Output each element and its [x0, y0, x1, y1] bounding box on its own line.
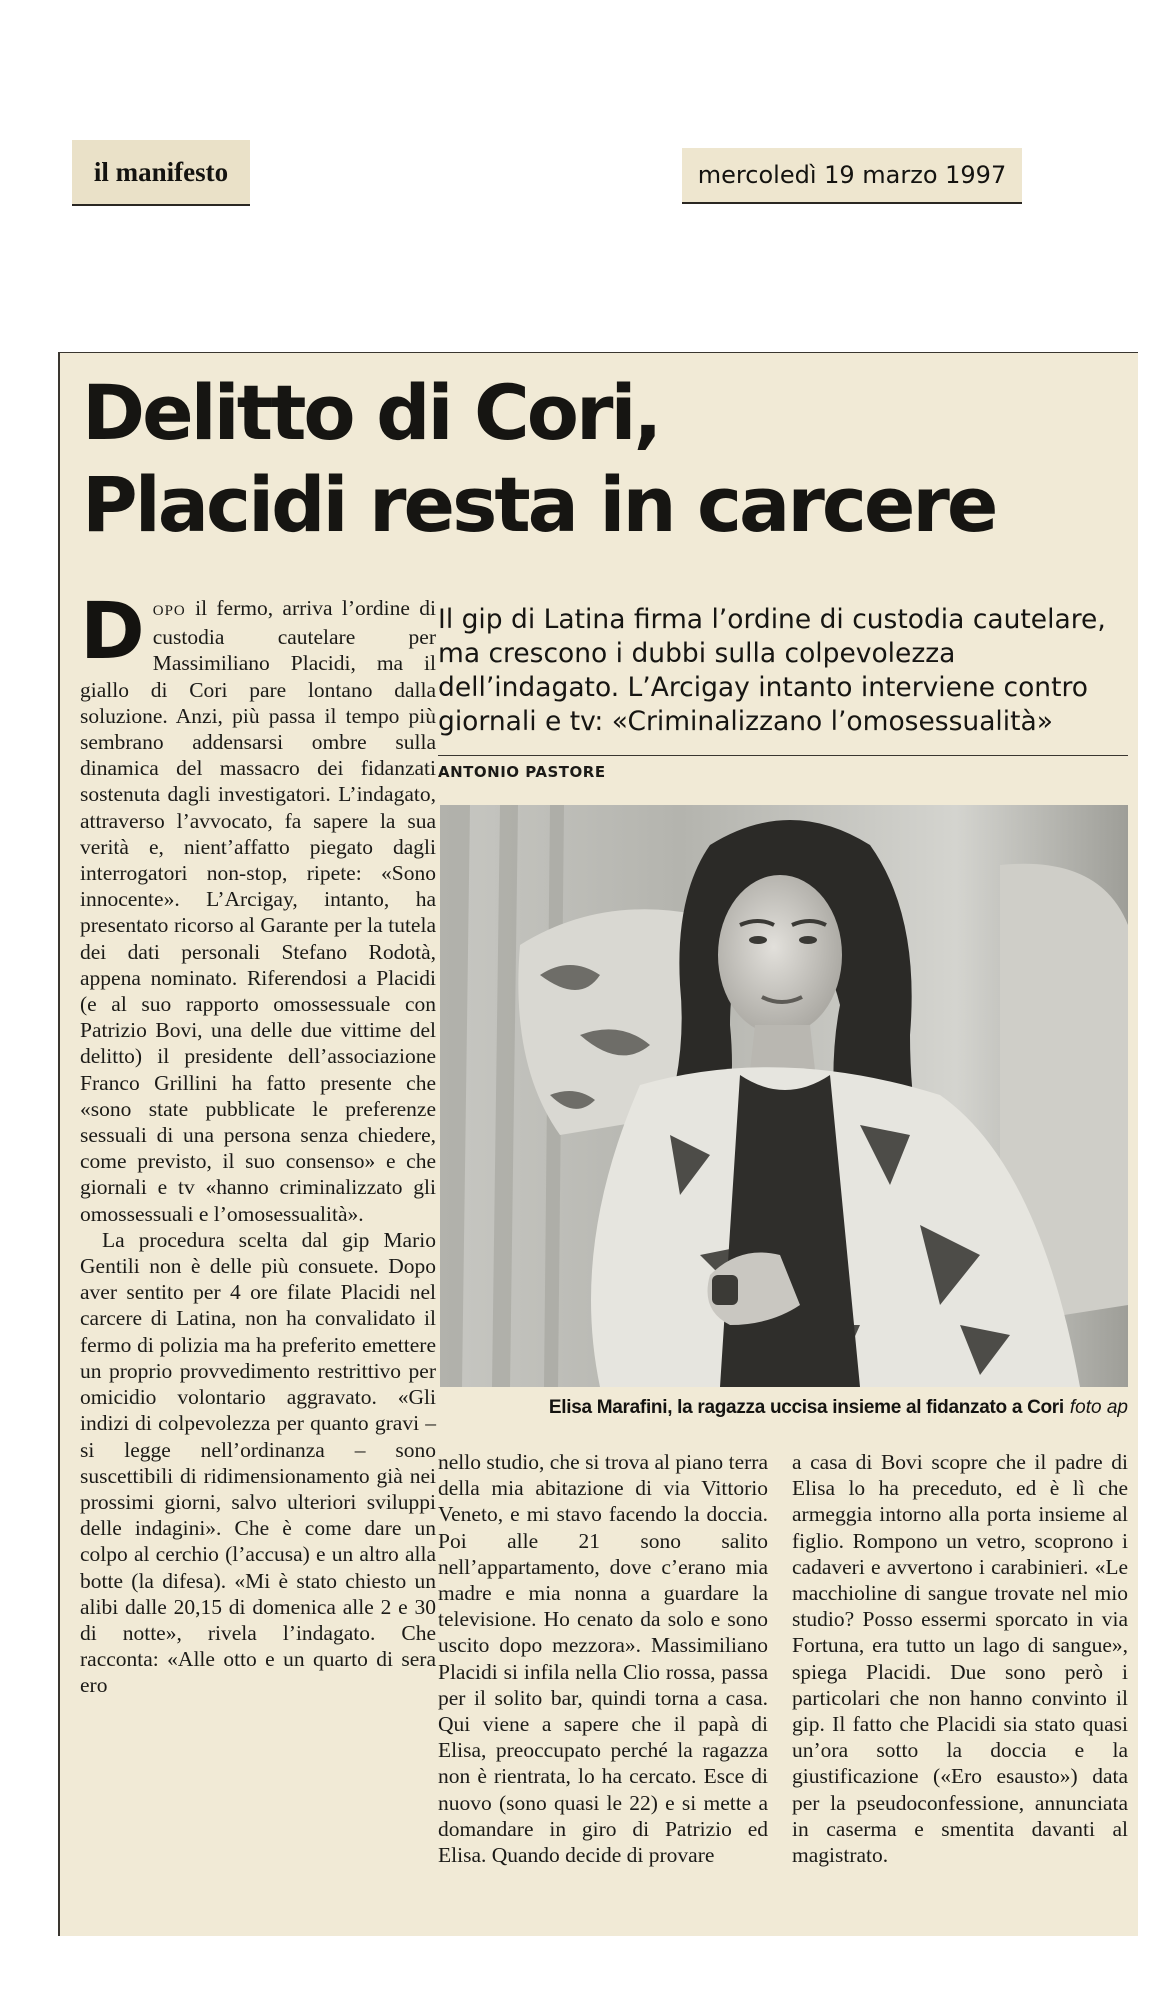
neck	[750, 1025, 815, 1070]
byline-rule	[438, 755, 1128, 756]
lead-smallcaps: OPO	[152, 603, 186, 619]
photo-caption	[438, 1397, 1128, 1419]
eye-left	[749, 936, 767, 944]
subheadline: Il gip di Latina firma l’ordine di custodia cautelare, ma crescono i dubbi sulla colpevolezza dell’indagato. L’Arcigay intanto interviene contro giornali e tv: «Criminalizzano l’omosessualità»	[438, 604, 1106, 737]
article-column-3	[792, 1449, 1128, 1868]
headline	[82, 367, 1082, 551]
wristwatch	[712, 1275, 738, 1305]
article-column-2	[438, 1449, 768, 1868]
column-2-text: nello studio, che si trova al piano terra della mia abitazione di via Vittorio Veneto, e mi stavo facendo la doccia. Poi alle 21 sono salito nell’appartamento, dove c’erano mia madre e mia nonna a guardare la televisione. Ho cenato da solo e sono uscito dopo mezzora». Massimiliano Placidi si infila nella Clio rossa, passa per il solito bar, quindi torna a casa. Qui viene a sapere che il papà di Elisa, preoccupato perché la ragazza non è rientrata, lo ha cercato. Esce di nuovo (sono quasi le 22) e si mette a domandare in giro di Patrizio ed Elisa. Quando decide di provare	[438, 1450, 768, 1868]
headline-line-1: Delitto di Cori,	[82, 368, 660, 457]
headline-line-2: Placidi resta in carcere	[82, 460, 996, 549]
face	[718, 875, 842, 1035]
drop-cap: D	[80, 587, 145, 677]
article-paragraph-1	[80, 587, 436, 1227]
photo-credit: foto ap	[1069, 1397, 1128, 1418]
portrait-photo-illustration	[440, 805, 1128, 1387]
article-clipping	[58, 352, 1138, 1936]
article-photo	[440, 805, 1128, 1387]
publication-date	[682, 148, 1022, 204]
caption-text: Elisa Marafini, la ragazza uccisa insieme al fidanzato a Cori	[548, 1397, 1064, 1418]
masthead-text: il manifesto	[93, 156, 229, 187]
newspaper-masthead	[72, 140, 250, 206]
article-paragraph-2: La procedura scelta dal gip Mario Gentili non è delle più consuete. Dopo aver sentito per 4 ore filate Placidi nel carcere di Latina, non ha convalidato il fermo di polizia ma ha preferito emettere un proprio provvedimento restrittivo per omicidio volontario aggravato. «Gli indizi di colpevolezza per quanto gravi – si legge nell’ordinanza – sono suscettibili di ridimensionamento già nei prossimi giorni, salvo ulteriori sviluppi delle indagini». Che è come dare un colpo al cerchio (l’accusa) e un altro alla botte (la difesa). «Mi è stato chiesto un alibi dalle 20,15 di domenica alle 2 e 30 di notte», rivela l’indagato. Che racconta: «Alle otto e un quarto di sera ero	[80, 1227, 436, 1698]
byline: ANTONIO PASTORE	[438, 763, 606, 781]
article-column-1	[80, 587, 436, 1699]
date-text: mercoledì 19 marzo 1997	[697, 161, 1007, 189]
eye-right	[799, 936, 817, 944]
paragraph-1-text: il fermo, arriva l’ordine di custodia cautelare per Massimiliano Placidi, ma il giallo di Cori pare lontano dalla soluzione. Anzi, più passa il tempo più sembrano addensarsi ombre sulla dinamica del massacro dei fidanzati sostenuta dagli investigatori. L’indagato, attraverso l’avvocato, fa sapere la sua verità e, nient’affatto piegato dagli interrogatori non-stop, ripete: «Sono innocente». L’Arcigay, intanto, ha presentato ricorso al Garante per la tutela dei dati personali Stefano Rodotà, appena nominato. Riferendosi a Placidi (e al suo rapporto omossessuale con Patrizio Bovi, una delle due vittime del delitto) il presidente dell’associazione Franco Grillini ha fatto presente che «sono state pubblicate le preferenze sessuali di una persona senza chiedere, come previsto, il suo consenso» e che giornali e tv «hanno criminalizzato gli omossessuali e l’omosessualità».	[80, 596, 436, 1226]
column-3-text: a casa di Bovi scopre che il padre di Elisa lo ha preceduto, ed è lì che armeggia intorno alla porta insieme al figlio. Rompono un vetro, scoprono i cadaveri e avvertono i carabinieri. «Le macchioline di sangue trovate nel mio studio? Posso essermi sporcato in via Fortuna, era tutto un lago di sangue», spiega Placidi. Due sono però i particolari che non hanno convinto il gip. Il fatto che Placidi sia stato quasi un’ora sotto la doccia e la giustificazione («Ero esausto») data per la pseudoconfessione, annunciata in caserma e smentita davanti al magistrato.	[792, 1450, 1128, 1868]
